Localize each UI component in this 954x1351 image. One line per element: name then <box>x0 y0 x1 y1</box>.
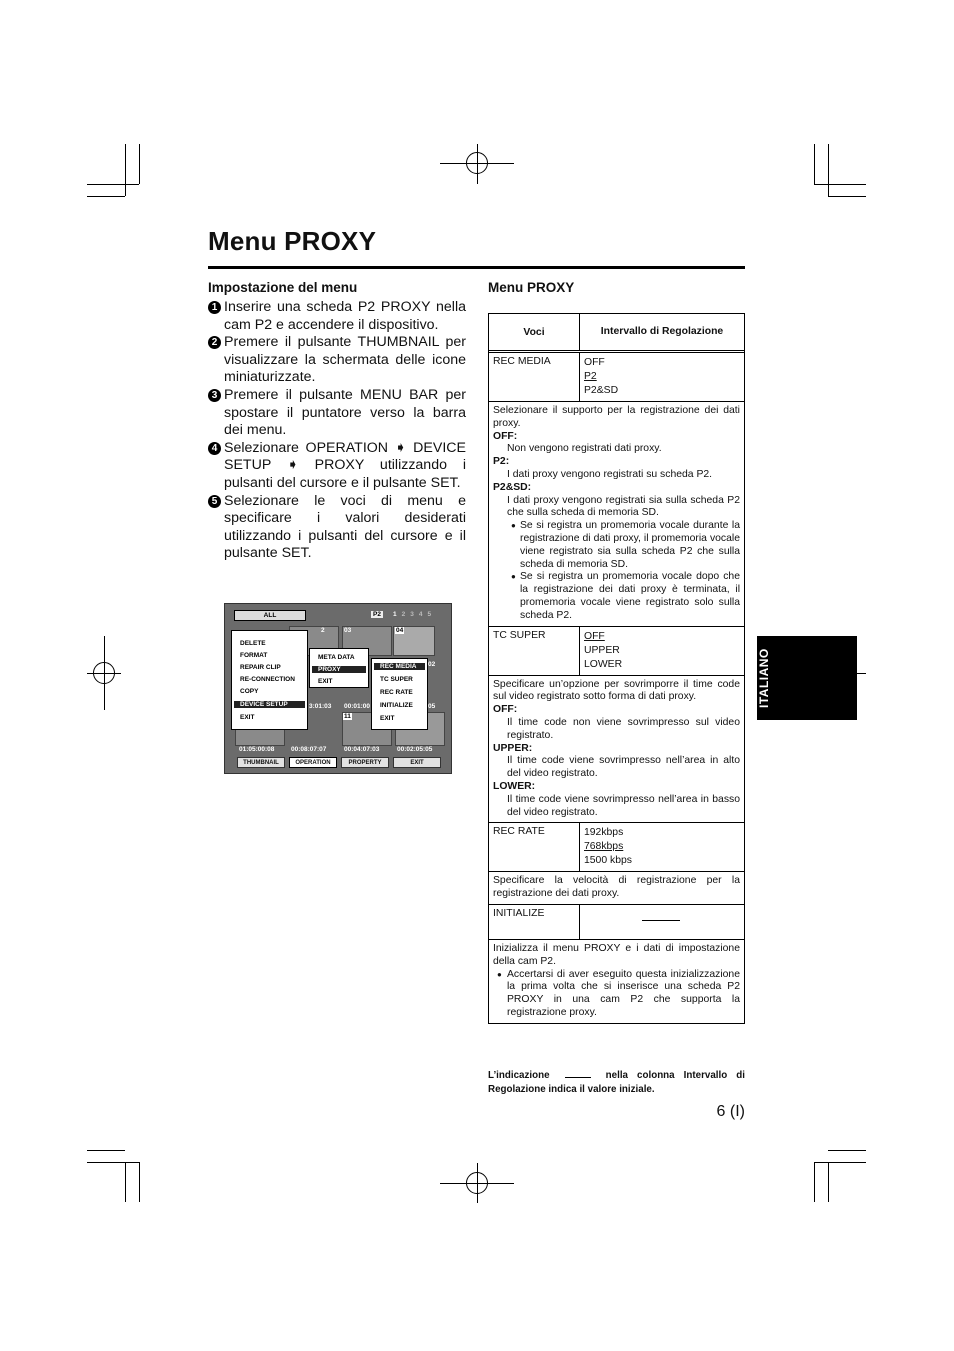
item-name: INITIALIZE <box>489 905 580 939</box>
proxy-settings-table <box>488 313 745 1024</box>
all-tab: ALL <box>234 610 306 621</box>
page-number: 4 <box>418 611 423 618</box>
value-option: LOWER <box>584 658 623 670</box>
crop-mark <box>814 144 815 184</box>
value-option-default: 768kbps <box>584 841 624 853</box>
option-text: Il time code viene sovrimpresso nell’area in alto del video registrato. <box>507 755 740 780</box>
thumbnail-button[interactable]: THUMBNAIL <box>237 757 285 768</box>
crop-mark <box>828 1162 829 1202</box>
setup-heading: Impostazione del menu <box>208 280 358 295</box>
menu-item-repair-clip[interactable]: REPAIR CLIP <box>240 664 281 671</box>
operation-button[interactable]: OPERATION <box>289 757 337 768</box>
crop-mark <box>87 1150 125 1151</box>
thumb-number: 05 <box>428 703 436 710</box>
footnote <box>488 1069 745 1097</box>
page-number: 3 <box>410 611 414 618</box>
table-row-rec-rate-desc <box>489 872 744 905</box>
menu-item-rec-rate[interactable]: REC RATE <box>380 689 413 696</box>
item-description <box>489 402 744 626</box>
crop-mark <box>828 196 866 197</box>
crop-mark <box>125 144 126 196</box>
step-number: 2 <box>208 336 221 349</box>
menu-item-copy[interactable]: COPY <box>240 688 259 695</box>
option-label: LOWER: <box>493 780 536 792</box>
column-header-voci: Voci <box>489 314 580 350</box>
page-indicator <box>393 611 431 618</box>
value-option-default: OFF <box>584 630 605 642</box>
step-1 <box>208 299 466 334</box>
item-description <box>489 676 744 823</box>
language-tab-label: ITALIANO <box>757 648 771 708</box>
value-option: P2&SD <box>584 385 619 396</box>
option-text: Il time code non viene sovrimpresso sul video registrato. <box>507 716 740 741</box>
table-row-initialize-desc <box>489 940 744 1023</box>
clip-thumbnail <box>235 728 285 746</box>
menu-item-exit[interactable]: EXIT <box>240 714 255 721</box>
timecode: 00:02:05:05 <box>397 746 433 753</box>
menu-item-re-connection[interactable]: RE-CONNECTION <box>240 676 295 683</box>
timecode: 00:08:07:07 <box>291 746 327 753</box>
item-values <box>580 627 744 675</box>
crop-mark <box>814 184 866 185</box>
value-option: 1500 kbps <box>584 855 632 867</box>
crop-mark <box>814 1162 815 1202</box>
step-number: 3 <box>208 389 221 402</box>
footnote-text: L’indicazione <box>488 1070 550 1081</box>
page-number: 1 <box>393 611 397 618</box>
page-title: Menu PROXY <box>208 226 377 256</box>
timecode: 00:04:07:03 <box>344 746 380 753</box>
bullet-note: ● Se si registra un promemoria vocale durante la registrazione di dati proxy, il promemoria vocale viene registrato sia sulla scheda P2 che sulla scheda di memoria SD. <box>493 520 740 571</box>
title-rule <box>208 266 745 269</box>
option-label: OFF: <box>493 704 518 716</box>
step-number: 5 <box>208 495 221 508</box>
thumb-number: 03 <box>344 627 352 634</box>
step-4 <box>208 440 466 493</box>
p2-label: P2 <box>373 611 381 618</box>
crop-mark <box>87 1162 139 1163</box>
property-button[interactable]: PROPERTY <box>341 757 389 768</box>
device-setup-menu <box>309 648 369 688</box>
proxy-menu <box>371 658 428 730</box>
step-2 <box>208 334 466 387</box>
exit-button[interactable]: EXIT <box>393 757 441 768</box>
page-number: 6 (I) <box>716 1103 745 1120</box>
step-text: Inserire una scheda P2 PROXY nella cam P2 e accendere il dispositivo. <box>224 299 466 333</box>
item-values <box>580 823 744 871</box>
thumb-number: 04 <box>396 627 404 634</box>
crop-mark <box>828 144 829 196</box>
value-option: 192kbps <box>584 827 624 839</box>
crop-mark <box>814 1162 866 1163</box>
value-option: OFF <box>584 357 605 368</box>
option-text: Non vengono registrati dati proxy. <box>507 443 662 455</box>
item-values <box>580 905 744 939</box>
step-number: 4 <box>208 442 221 455</box>
page-number: 2 <box>401 611 406 618</box>
menu-item-initialize[interactable]: INITIALIZE <box>380 702 413 709</box>
menu-item-exit[interactable]: EXIT <box>318 678 333 685</box>
step-text: Premere il pulsante THUMBNAIL per visualizzare la schermata delle icone miniaturizzate. <box>224 334 466 386</box>
footnote-text: nella colonna Intervallo di Regolazione indica il valore iniziale. <box>488 1070 746 1095</box>
crop-mark <box>828 1150 866 1151</box>
value-option-default: P2 <box>584 371 597 382</box>
device-screen-image <box>224 603 452 774</box>
description-text: Selezionare il supporto per la registrazione dei dati proxy. <box>493 405 740 429</box>
table-row-rec-media-desc <box>489 402 744 627</box>
item-values <box>580 353 744 401</box>
table-row-rec-media <box>489 353 744 402</box>
thumb-number: 11 <box>344 713 351 720</box>
menu-item-rec-media[interactable]: REC MEDIA <box>374 663 425 670</box>
item-description <box>489 940 744 1023</box>
registration-mark <box>477 1163 478 1203</box>
description-text: Specificare un’opzione per sovrimporre il time code sul video registrato sotto forma di dati proxy. <box>493 678 740 703</box>
option-label: OFF: <box>493 430 518 442</box>
value-option: UPPER <box>584 644 620 656</box>
no-value-line <box>642 920 680 921</box>
table-row-initialize <box>489 905 744 940</box>
thumb-number: 02 <box>428 661 436 668</box>
table-header-row <box>489 314 744 353</box>
step-3 <box>208 387 466 440</box>
timecode: 3:01:03 <box>309 703 332 710</box>
bullet-note: ● Se si registra un promemoria vocale dopo che la registrazione dei dati proxy è terminata, il promemoria vocale viene registrato solo sulla scheda P2. <box>493 571 740 622</box>
registration-mark <box>477 144 478 184</box>
step-number: 1 <box>208 301 221 314</box>
menu-item-meta-data[interactable]: META DATA <box>318 654 355 661</box>
underline-sample <box>565 1077 591 1078</box>
item-name: REC MEDIA <box>489 353 580 401</box>
language-tab <box>757 636 857 720</box>
option-label: P2: <box>493 456 510 468</box>
table-heading: Menu PROXY <box>488 280 575 295</box>
item-name: TC SUPER <box>489 627 580 675</box>
crop-mark <box>87 184 139 185</box>
menu-item-tc-super[interactable]: TC SUPER <box>380 676 413 683</box>
timecode: 00:01:00 <box>344 703 371 710</box>
menu-item-proxy[interactable]: PROXY <box>312 666 366 673</box>
menu-item-format[interactable]: FORMAT <box>240 652 268 659</box>
item-description: Specificare la velocità di registrazione per la registrazione dei dati proxy. <box>493 875 740 900</box>
step-5 <box>208 493 466 563</box>
bullet-note: ● Accertarsi di aver eseguito questa inizializzazione la prima volta che si inserisce una scheda P2 PROXY in una cam P2 che supporta la registrazione proxy. <box>493 969 740 1020</box>
description-text: Inizializza il menu PROXY e i dati di impostazione della cam P2. <box>493 942 740 967</box>
crop-mark <box>139 1162 140 1202</box>
setup-instructions <box>208 280 466 563</box>
registration-mark <box>104 636 105 710</box>
option-label: UPPER: <box>493 742 533 754</box>
crop-mark <box>139 144 140 184</box>
thumb-number: 2 <box>321 627 325 634</box>
table-row-rec-rate <box>489 823 744 872</box>
step-text: Selezionare OPERATION ➧ DEVICE SETUP ➧ PROXY utilizzando i pulsanti del cursore e il pulsante SET. <box>224 439 466 491</box>
crop-mark <box>87 196 125 197</box>
operation-menu <box>231 630 308 730</box>
option-text: I dati proxy vengono registrati sia sulla scheda P2 che sulla scheda di memoria SD. <box>507 494 740 519</box>
option-text: I dati proxy vengono registrati su scheda P2. <box>507 468 713 480</box>
timecode: 01:05:00:08 <box>239 746 275 753</box>
menu-item-exit[interactable]: EXIT <box>380 715 395 722</box>
step-text: Premere il pulsante MENU BAR per spostare il puntatore verso la barra dei menu. <box>224 386 466 439</box>
item-name: REC RATE <box>489 823 580 871</box>
step-text: Selezionare le voci di menu e specificare i valori desiderati utilizzando i pulsanti del cursore e il pulsante SET. <box>224 492 466 562</box>
menu-item-delete[interactable]: DELETE <box>240 640 266 647</box>
page-number: 5 <box>427 611 432 618</box>
column-header-range: Intervallo di Regolazione <box>600 326 724 337</box>
table-row-tc-super-desc <box>489 676 744 824</box>
option-text: Il time code viene sovrimpresso nell’area in basso del video registrato. <box>507 793 740 818</box>
option-label: P2&SD: <box>493 481 532 493</box>
menu-item-device-setup[interactable]: DEVICE SETUP <box>234 701 305 708</box>
table-row-tc-super <box>489 627 744 676</box>
crop-mark <box>125 1162 126 1202</box>
